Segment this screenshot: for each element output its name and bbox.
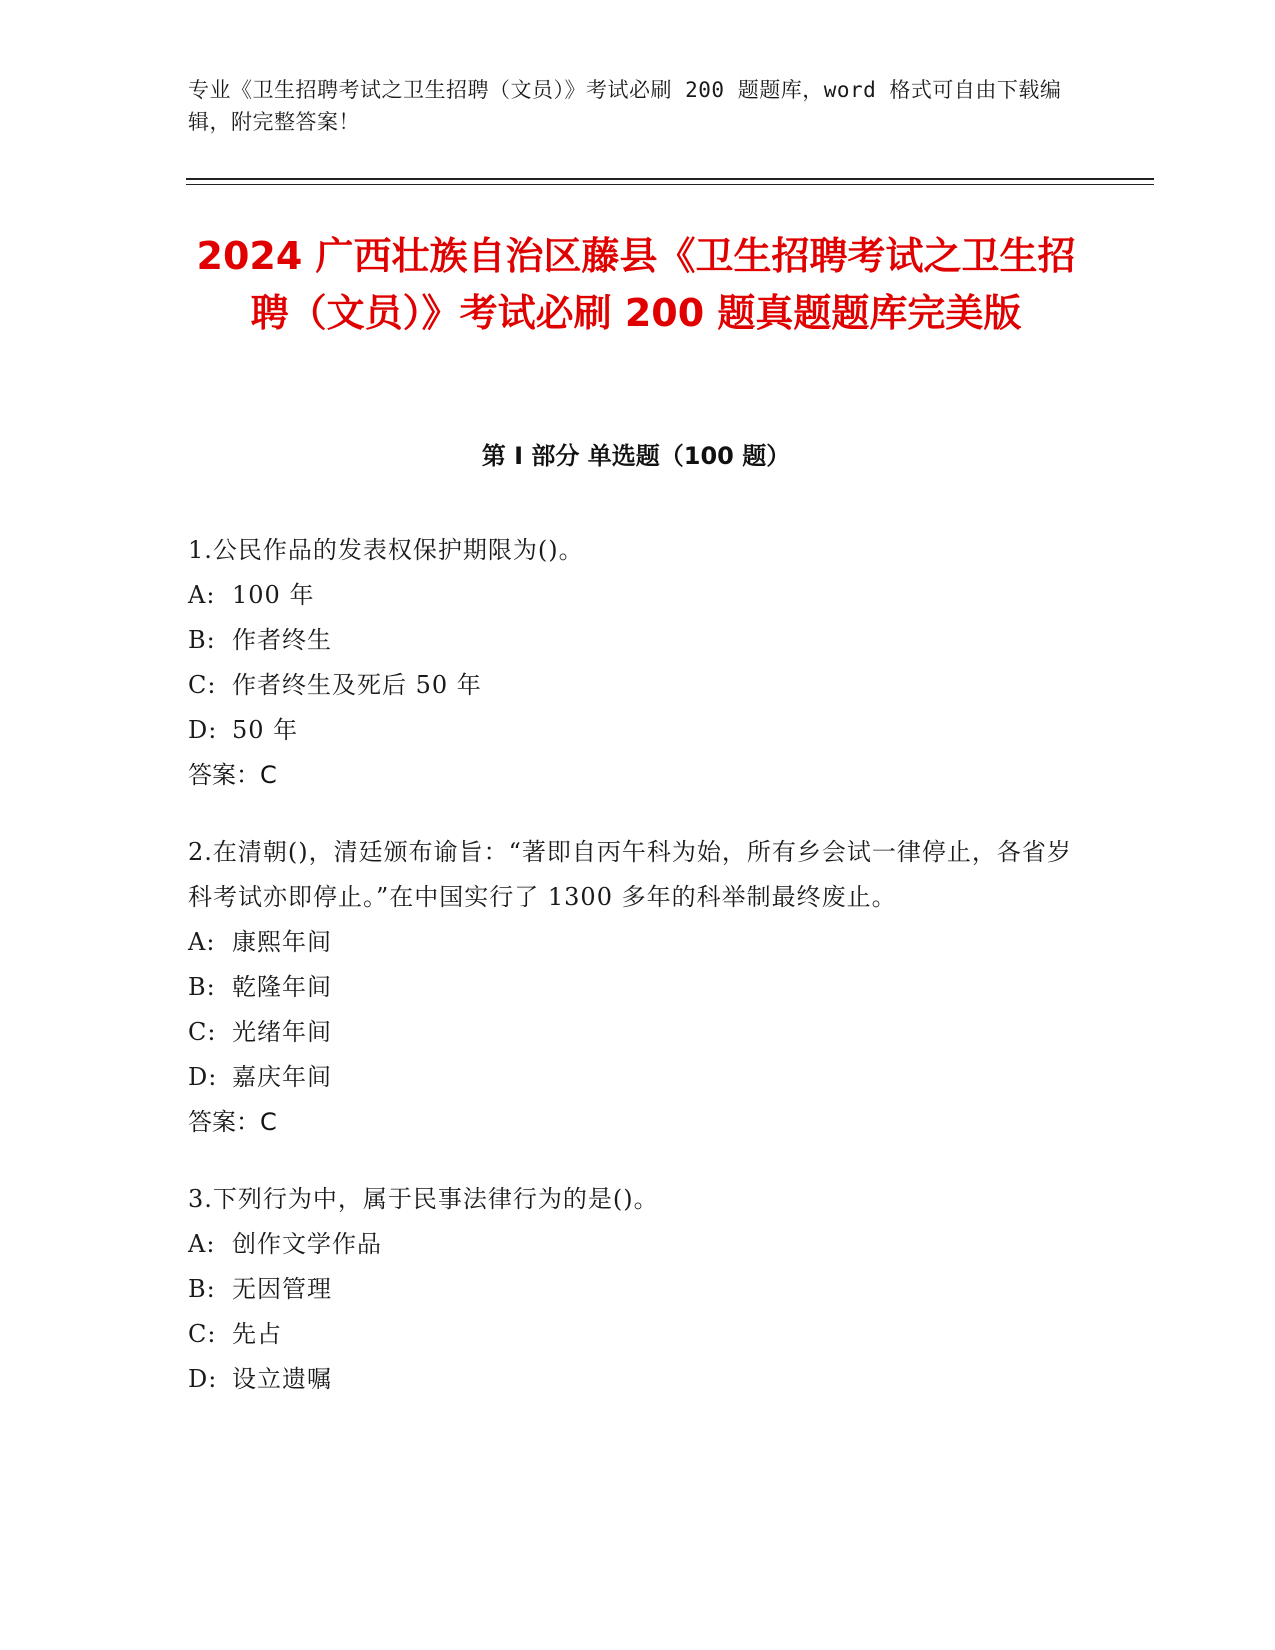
option-text: 创作文学作品: [232, 1230, 382, 1258]
answer-label: 答案：: [188, 761, 260, 789]
option-key: B:: [188, 973, 216, 1001]
header-divider-thin: [186, 184, 1154, 185]
option-text: 康熙年间: [232, 928, 332, 956]
option-key: B:: [188, 1275, 216, 1303]
option-text: 作者终生及死后 50 年: [232, 671, 482, 699]
option-text: 50 年: [232, 716, 299, 744]
option-key: C:: [188, 671, 217, 699]
option-a: [188, 573, 1088, 618]
option-text: 无因管理: [232, 1275, 332, 1303]
option-key: B:: [188, 626, 216, 654]
header-note: 专业《卫生招聘考试之卫生招聘（文员）》考试必刷 200 题题库，word 格式可自由下载编辑，附完整答案！: [188, 78, 1062, 134]
option-text: 设立遗嘱: [232, 1365, 332, 1393]
option-c: [188, 1010, 1088, 1055]
option-text: 乾隆年间: [232, 973, 332, 1001]
option-key: A:: [188, 928, 216, 956]
header-divider: [186, 178, 1154, 180]
option-text: 光绪年间: [232, 1018, 332, 1046]
option-text: 100 年: [232, 581, 315, 609]
section-title: 第 I 部分 单选题（100 题）: [481, 442, 791, 470]
answer-label: 答案：: [188, 1108, 260, 1136]
option-text: 嘉庆年间: [232, 1063, 332, 1091]
option-c: [188, 1312, 1088, 1357]
option-key: C:: [188, 1018, 217, 1046]
option-key: D:: [188, 716, 218, 744]
question-stem: 1.公民作品的发表权保护期限为()。: [188, 536, 584, 564]
option-key: A:: [188, 1230, 216, 1258]
option-d: [188, 708, 1088, 753]
option-b: [188, 618, 1088, 663]
option-b: [188, 1267, 1088, 1312]
option-d: [188, 1055, 1088, 1100]
answer-line: [188, 753, 1088, 798]
option-a: [188, 1222, 1088, 1267]
answer-value: C: [260, 1108, 277, 1136]
option-text: 作者终生: [232, 626, 332, 654]
option-key: A:: [188, 581, 216, 609]
question-stem: 3.下列行为中，属于民事法律行为的是()。: [188, 1185, 659, 1213]
option-text: 先占: [232, 1320, 282, 1348]
option-key: D:: [188, 1063, 218, 1091]
question-2: [188, 830, 1088, 1145]
option-c: [188, 663, 1088, 708]
answer-line: [188, 1100, 1088, 1145]
option-b: [188, 965, 1088, 1010]
answer-value: C: [260, 761, 277, 789]
question-1: [188, 528, 1088, 798]
option-a: [188, 920, 1088, 965]
option-key: D:: [188, 1365, 218, 1393]
question-3: [188, 1177, 1088, 1402]
question-list: [188, 528, 1088, 1434]
document-title: 2024 广西壮族自治区藤县《卫生招聘考试之卫生招聘（文员）》考试必刷 200 题真题题库完美版: [196, 234, 1076, 335]
option-d: [188, 1357, 1088, 1402]
option-key: C:: [188, 1320, 217, 1348]
question-stem: 2.在清朝()，清廷颁布谕旨：“著即自丙午科为始，所有乡会试一律停止，各省岁科考试亦即停止。”在中国实行了 1300 多年的科举制最终废止。: [188, 838, 1072, 911]
